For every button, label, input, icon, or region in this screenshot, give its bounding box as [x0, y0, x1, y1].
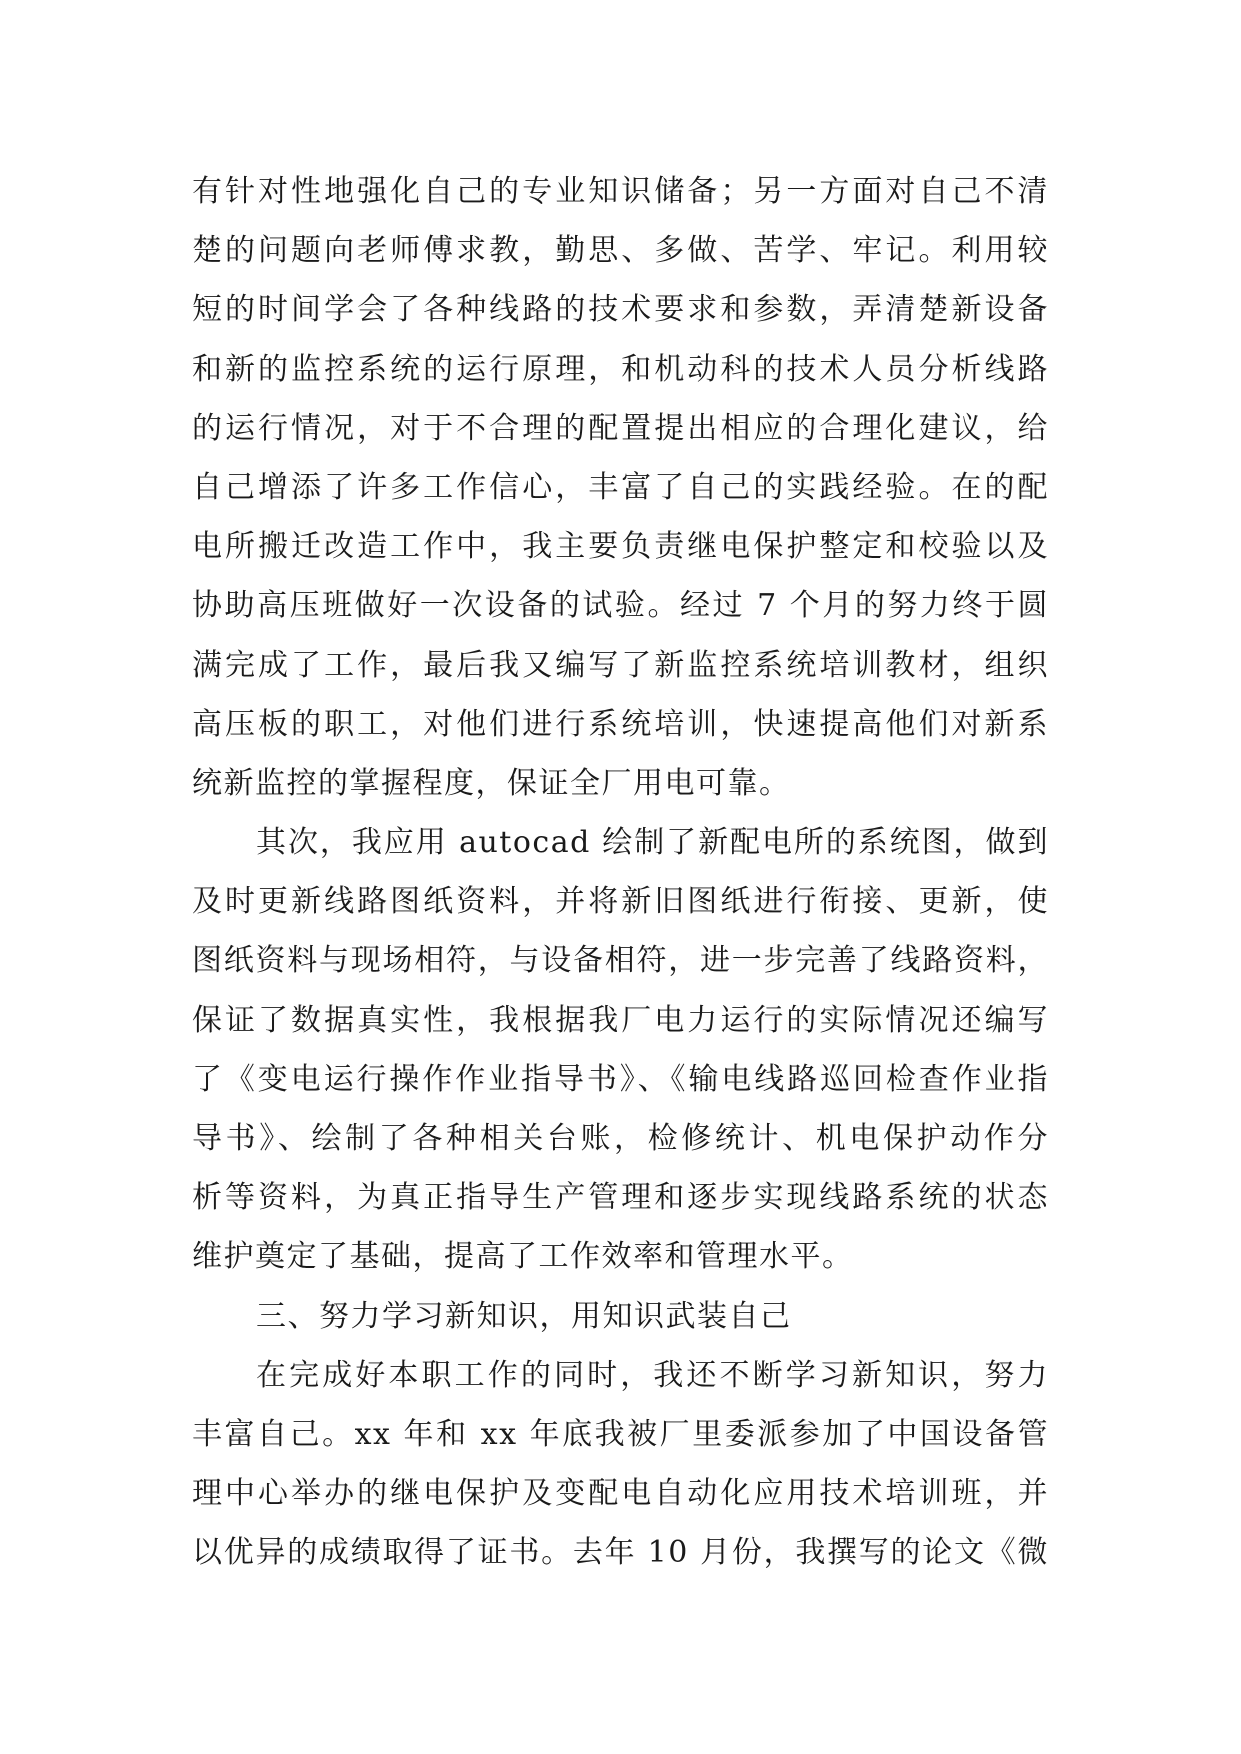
- text-line: 满完成了工作，最后我又编写了新监控系统培训教材，组织: [192, 647, 1049, 683]
- text-line: 丰富自己。xx 年和 xx 年底我被厂里委派参加了中国设备管: [192, 1416, 1049, 1452]
- document-body: [192, 162, 1049, 1583]
- text-line: 理中心举办的继电保护及变配电自动化应用技术培训班，并: [192, 1476, 1049, 1512]
- text-line: 的运行情况，对于不合理的配置提出相应的合理化建议，给: [192, 410, 1049, 446]
- text-line: 统新监控的掌握程度，保证全厂用电可靠。: [192, 765, 791, 801]
- paragraph-3: [192, 1346, 1049, 1583]
- text-line: 图纸资料与现场相符，与设备相符，进一步完善了线路资料，: [192, 943, 1049, 979]
- paragraph-1: [192, 162, 1049, 813]
- text-line: 及时更新线路图纸资料，并将新旧图纸进行衔接、更新，使: [192, 884, 1049, 920]
- text-line: 协助高压班做好一次设备的试验。经过 7 个月的努力终于圆: [192, 588, 1049, 624]
- text-line: 了《变电运行操作作业指导书》、《输电线路巡回检查作业指: [192, 1061, 1049, 1097]
- section-heading: [192, 1287, 1049, 1346]
- text-line: 以优异的成绩取得了证书。去年 10 月份，我撰写的论文《微: [192, 1535, 1049, 1571]
- text-line: 短的时间学会了各种线路的技术要求和参数，弄清楚新设备: [192, 292, 1049, 328]
- text-line: 有针对性地强化自己的专业知识储备；另一方面对自己不清: [192, 174, 1049, 209]
- text-line: 电所搬迁改造工作中，我主要负责继电保护整定和校验以及: [192, 529, 1049, 565]
- text-line: 导书》、绘制了各种相关台账，检修统计、机电保护动作分: [192, 1121, 1049, 1156]
- heading-line: 三、努力学习新知识，用知识武装自己: [256, 1298, 792, 1334]
- text-line: 自己增添了许多工作信心，丰富了自己的实践经验。在的配: [192, 469, 1049, 505]
- text-line: 析等资料，为真正指导生产管理和逐步实现线路系统的状态: [192, 1180, 1049, 1216]
- text-line: 在完成好本职工作的同时，我还不断学习新知识，努力: [256, 1357, 1049, 1393]
- paragraph-2: [192, 813, 1049, 1287]
- text-line: 其次，我应用 autocad 绘制了新配电所的系统图，做到: [256, 825, 1049, 861]
- text-line: 高压板的职工，对他们进行系统培训，快速提高他们对新系: [192, 706, 1049, 742]
- text-line: 和新的监控系统的运行原理，和机动科的技术人员分析线路: [192, 351, 1049, 387]
- text-line: 楚的问题向老师傅求教，勤思、多做、苦学、牢记。利用较: [192, 233, 1049, 269]
- text-line: 维护奠定了基础，提高了工作效率和管理水平。: [192, 1239, 854, 1275]
- text-line: 保证了数据真实性，我根据我厂电力运行的实际情况还编写: [192, 1002, 1049, 1038]
